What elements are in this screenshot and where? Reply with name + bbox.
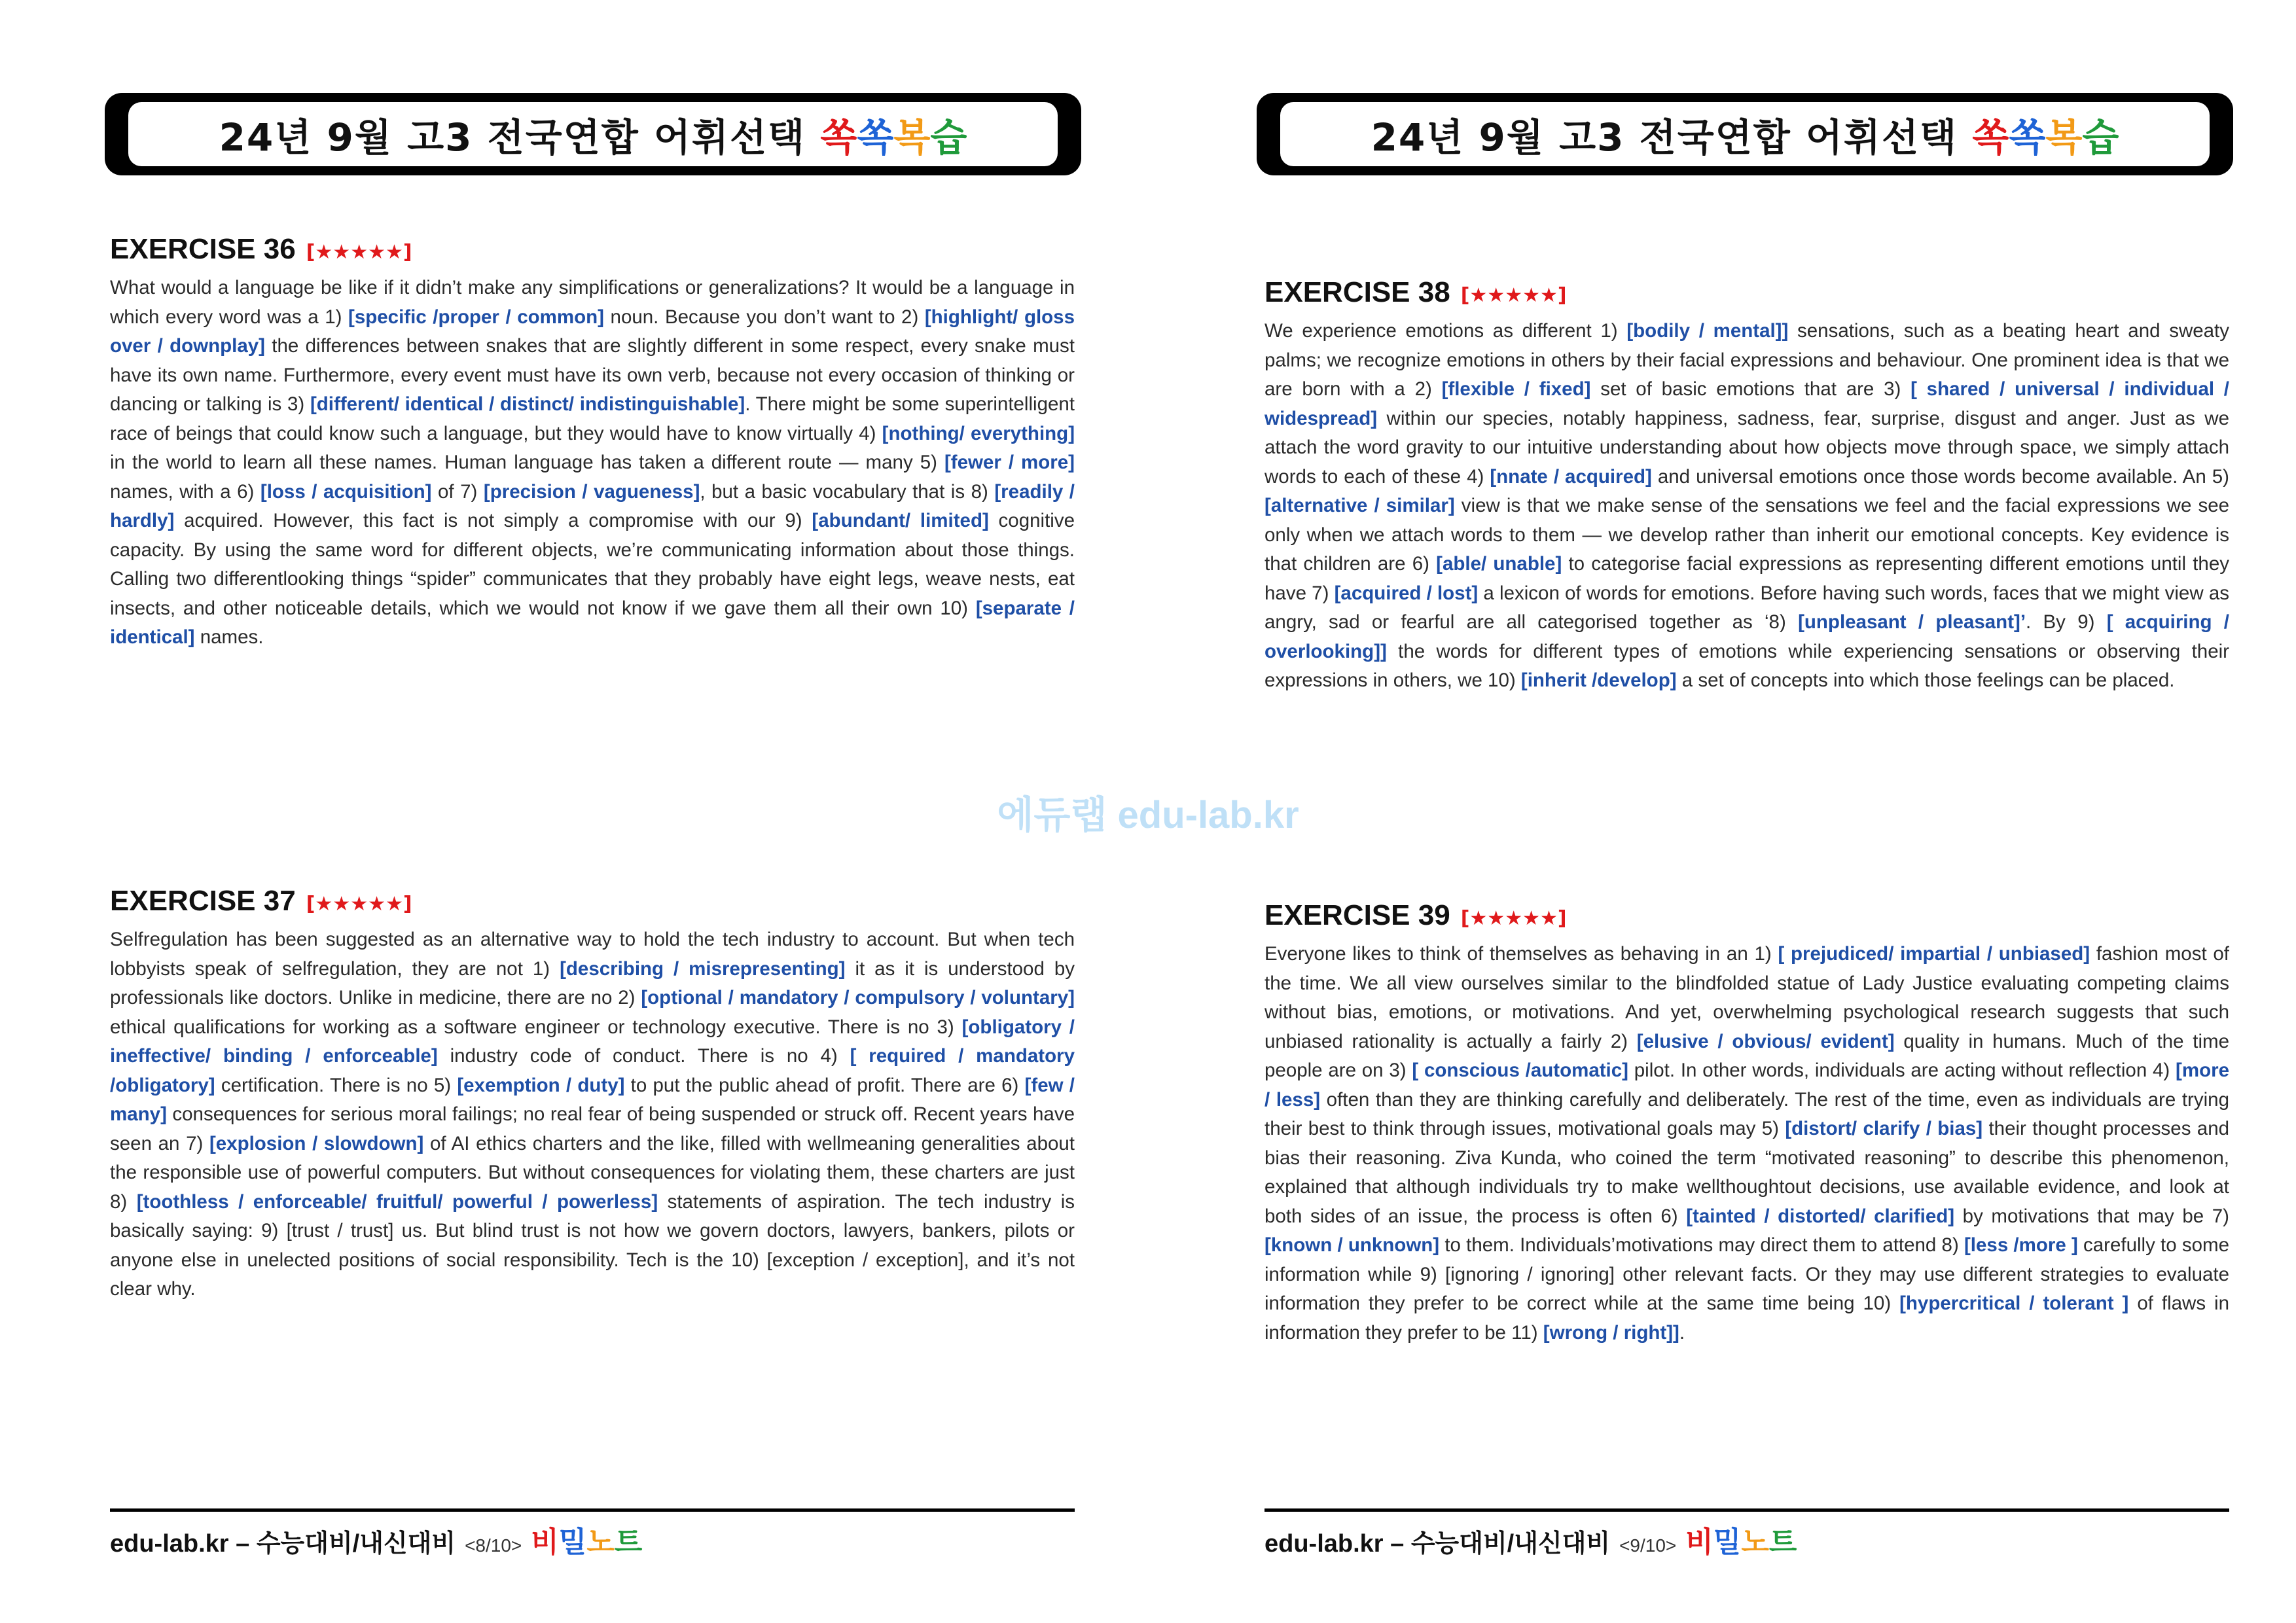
- passage-text: What would a language be like if it didn’t make any simplifications or generalizations? It would be a language in which every word was a 1): [110, 277, 1075, 328]
- choice-bracket: [hypercritical / tolerant ]: [1899, 1293, 2129, 1314]
- passage-text: We experience emotions as different 1): [1265, 320, 1627, 342]
- exercise-title: EXERCISE 39: [1265, 899, 1450, 931]
- passage-text: names.: [194, 626, 264, 648]
- choice-bracket: [describing / misrepresenting]: [560, 957, 846, 980]
- title-banner: [105, 93, 1081, 175]
- footer-divider: [110, 1508, 1075, 1512]
- accent-letter: 쏙: [857, 115, 894, 160]
- choice-bracket: [less /more ]: [1964, 1234, 2078, 1256]
- passage-text: , but a basic vocabulary that is 8): [700, 480, 995, 503]
- choice-bracket: [specific /proper / common]: [348, 306, 604, 328]
- passage-text: to put the public ahead of profit. There are 6): [624, 1074, 1025, 1096]
- passage-text: a lexicon of words for emotions. Before having such words, faces that we might view as angry, sad or fearful are all categorised together as ‘8): [1265, 582, 2229, 633]
- choice-bracket: [ acquiring / overlooking]]: [1265, 611, 2229, 662]
- passage-text: . By 9): [2026, 611, 2107, 633]
- passage-text: quality in humans. Much of the time people are on 3): [1265, 1030, 2229, 1081]
- footer-divider: [1265, 1508, 2229, 1512]
- choice-bracket: [toothless / enforceable/ fruitful/ powerful / powerless]: [136, 1190, 658, 1213]
- choice-bracket: [separate / identical]: [110, 597, 1075, 648]
- passage-text: by motivations that may be 7): [1954, 1205, 2230, 1227]
- choice-bracket: [unpleasant / pleasant]’: [1798, 611, 2026, 633]
- star-rating: [★★★★★]: [306, 893, 412, 916]
- passage-text: and universal emotions once those words become available. An 5): [1651, 465, 2230, 488]
- passage-text: . There might be some superintelligent race of beings that could know such a language, but they would have to know virtually 4): [110, 393, 1075, 444]
- choice-bracket: [tainted / distorted/ clarified]: [1686, 1205, 1955, 1227]
- passage-text: set of basic emotions that are 3): [1590, 378, 1911, 400]
- passage-text: sensations, such as a beating heart and sweaty palms; we recognize emotions in others by their facial expressions and behaviour. One prominent idea is that we are born with a 2): [1265, 320, 2230, 400]
- choice-bracket: [wrong / right]]: [1543, 1321, 1679, 1344]
- star-rating: [★★★★★]: [1460, 284, 1567, 307]
- choice-bracket: [nnate / acquired]: [1490, 465, 1652, 488]
- footer: [1265, 1518, 2229, 1560]
- passage-text: Everyone likes to think of themselves as behaving in an 1): [1265, 943, 1778, 965]
- choice-bracket: [flexible / fixed]: [1441, 378, 1591, 400]
- choice-bracket: [distort/ clarify / bias]: [1785, 1118, 1983, 1139]
- exercise-title: EXERCISE 36: [110, 233, 296, 265]
- footer-site: edu-lab.kr – 수능대비/내신대비: [1265, 1530, 1611, 1558]
- passage-text: often than they are thinking carefully and deliberately. The rest of the time, even as individuals are trying their best to think through issues, motivational goals may 5): [1265, 1088, 2229, 1139]
- accent-letter: 밀: [1713, 1526, 1742, 1558]
- page-number: <9/10>: [1619, 1535, 1677, 1556]
- choice-bracket: [ conscious /automatic]: [1412, 1060, 1628, 1081]
- passage-text: industry code of conduct. There is no 4): [437, 1045, 850, 1067]
- passage-text: within our species, notably happiness, sadness, fear, surprise, disgust and anger. Just as we attach the word gravity to our intuitive understanding about how objects move through space, we simply attach words to each of these 4): [1265, 407, 2229, 488]
- passage-text: view is that we make sense of the sensations we feel and the facial expressions we see only when we attach words to them — we develop rather than inherit our emotional concepts. Key evidence is that children are 6): [1265, 495, 2230, 575]
- passage-text: of flaws in information they prefer to be 11): [1265, 1293, 2229, 1344]
- choice-bracket: [abundant/ limited]: [812, 510, 989, 531]
- choice-bracket: [acquired / lost]: [1334, 582, 1479, 604]
- choice-bracket: [optional / mandatory / compulsory / voluntary]: [641, 987, 1075, 1008]
- choice-bracket: [obligatory / ineffective/ binding / enforceable]: [110, 1016, 1075, 1067]
- accent-letter: 노: [1741, 1526, 1769, 1558]
- choice-bracket: [known / unknown]: [1265, 1234, 1440, 1256]
- title-banner-inner: [1280, 102, 2210, 166]
- accent-letter: 쏙: [2009, 115, 2046, 160]
- passage-text: statements of aspiration. The tech industry is basically saying: 9) [trust / trust] us. But blind trust is not how we govern doctors, lawyers, bankers, pilots or anyone else in unelected positions of social responsibility. Tech is the 10) [exception / exception], and it’s not clear why.: [110, 1190, 1075, 1300]
- choice-bracket: [exemption / duty]: [457, 1074, 625, 1096]
- exercise-39: [1265, 899, 2229, 1347]
- footer-site: edu-lab.kr – 수능대비/내신대비: [110, 1530, 456, 1558]
- choice-bracket: [elusive / obvious/ evident]: [1636, 1030, 1895, 1052]
- passage-text: in the world to learn all these names. Human language has taken a different route — many 5): [110, 452, 944, 473]
- passage-text: Selfregulation has been suggested as an alternative way to hold the tech industry to account. But when tech lobbyists speak of selfregulation, they are not 1): [110, 929, 1075, 980]
- choice-bracket: [bodily / mental]]: [1626, 320, 1789, 342]
- choice-bracket: [fewer / more]: [944, 452, 1075, 473]
- passage-text: .: [1679, 1321, 1685, 1344]
- accent-letter: 복: [893, 115, 931, 160]
- passage-text: acquired. However, this fact is not simply a compromise with our 9): [174, 510, 812, 531]
- passage-text: ethical qualifications for working as a software engineer or technology executive. There is no 3): [110, 1016, 962, 1038]
- accent-letter: 쏙: [820, 115, 857, 160]
- accent-letter: 트: [614, 1526, 643, 1558]
- accent-letter: 쏙: [1972, 115, 2009, 160]
- accent-letter: 비: [531, 1526, 559, 1558]
- choice-bracket: [highlight/ gloss over / downplay]: [110, 306, 1075, 357]
- choice-bracket: [ shared / universal / individual / widespread]: [1265, 378, 2229, 429]
- choice-bracket: [able/ unable]: [1436, 553, 1562, 575]
- accent-letter: 비: [1685, 1526, 1713, 1558]
- choice-bracket: [loss / acquisition]: [260, 480, 432, 503]
- passage-text: consequences for serious moral failings; no real fear of being suspended or struck off. Recent years have seen an 7): [110, 1103, 1075, 1154]
- choice-bracket: [precision / vagueness]: [483, 480, 700, 503]
- choice-bracket: [ prejudiced/ impartial / unbiased]: [1778, 943, 2090, 965]
- exercise-37: [110, 885, 1075, 1304]
- passage-text: their thought processes and bias their reasoning. Ziva Kunda, who coined the term “motivated reasoning” to describe this phenomenon, explained that although individuals try to make wellthoughtout decisions, use available evidence, and look at both sides of an issue, the process is often 6): [1265, 1118, 2230, 1227]
- exercise-38: [1265, 276, 2229, 696]
- accent-letter: 습: [930, 115, 967, 160]
- accent-letter: 습: [2082, 115, 2119, 160]
- exercise-passage: [1265, 317, 2229, 696]
- accent-letter: 밀: [558, 1526, 587, 1558]
- banner-accent: [1972, 107, 2119, 162]
- passage-text: the words for different types of emotions while experiencing sensations or observing their expressions in others, we 10): [1265, 640, 2229, 691]
- exercise-title: EXERCISE 37: [110, 885, 296, 917]
- choice-bracket: [few / many]: [110, 1074, 1075, 1125]
- passage-text: it as it is understood by professionals like doctors. Unlike in medicine, there are no 2): [110, 957, 1075, 1008]
- footer: [110, 1518, 1075, 1560]
- choice-bracket: [inherit /develop]: [1520, 669, 1677, 691]
- choice-bracket: [readily / hardly]: [110, 480, 1075, 531]
- exercise-36: [110, 233, 1075, 652]
- passage-text: certification. There is no 5): [215, 1074, 457, 1096]
- title-banner-inner: [128, 102, 1058, 166]
- exercise-passage: [110, 274, 1075, 652]
- passage-text: names, with a 6): [110, 480, 260, 503]
- footer-note: [531, 1518, 642, 1560]
- exercise-title: EXERCISE 38: [1265, 276, 1450, 308]
- passage-text: to them. Individuals’motivations may direct them to attend 8): [1439, 1234, 1964, 1256]
- passage-text: of 7): [431, 480, 484, 503]
- title-banner: [1257, 93, 2233, 175]
- choice-bracket: [explosion / slowdown]: [209, 1132, 424, 1154]
- passage-text: the differences between snakes that are slightly different in some respect, every snake must have its own name. Furthermore, every event must have its own verb, because not every occasion of thinking or dancing or talking is 3): [110, 335, 1075, 415]
- accent-letter: 트: [1768, 1526, 1797, 1558]
- choice-bracket: [ required / mandatory /obligatory]: [110, 1045, 1075, 1096]
- passage-text: carefully to some information while 9) [ignoring / ignoring] other relevant facts. Or they may use different strategies to evaluate information they prefer to be correct while at the same time being 10): [1265, 1234, 2229, 1314]
- choice-bracket: [alternative / similar]: [1265, 495, 1455, 516]
- passage-text: pilot. In other words, individuals are acting without reflection 4): [1628, 1060, 2176, 1081]
- choice-bracket: [nothing/ everything]: [882, 422, 1075, 444]
- choice-bracket: [more / less]: [1265, 1060, 2229, 1111]
- passage-text: a set of concepts into which those feelings can be placed.: [1676, 669, 2175, 691]
- banner-title: 24년 9월 고3 전국연합 어휘선택: [219, 115, 821, 160]
- accent-letter: 복: [2045, 115, 2083, 160]
- passage-text: noun. Because you don’t want to 2): [603, 306, 925, 328]
- star-rating: [★★★★★]: [306, 241, 412, 264]
- passage-text: to categorise facial expressions as representing different emotions until they have 7): [1265, 553, 2229, 604]
- passage-text: cognitive capacity. By using the same word for different objects, we’re communicating information about those things. Calling two differentlooking things “spider” communicates that they probably have eight legs, weave nests, eat insects, and other noticeable details, which we would not know if we gave them all their own 10): [110, 510, 1075, 619]
- footer-note: [1685, 1518, 1797, 1560]
- passage-text: fashion most of the time. We all view ourselves similar to the blindfolded statue of Lady Justice evaluating competing claims without bias, emotions, or motivations. And yet, overwhelming psychological research suggests that such unbiased rationality is actually a fairly 2): [1265, 943, 2229, 1052]
- star-rating: [★★★★★]: [1460, 907, 1567, 930]
- page-number: <8/10>: [465, 1535, 522, 1556]
- choice-bracket: [different/ identical / distinct/ indistinguishable]: [310, 393, 745, 415]
- exercise-passage: [1265, 940, 2229, 1347]
- banner-title: 24년 9월 고3 전국연합 어휘선택: [1371, 115, 1973, 160]
- passage-text: of AI ethics charters and the like, filled with wellmeaning generalities about the responsible use of powerful computers. But without consequences for violating them, these charters are just 8): [110, 1132, 1075, 1213]
- watermark: 에듀랩 edu-lab.kr: [997, 794, 1299, 836]
- accent-letter: 노: [586, 1526, 615, 1558]
- exercise-passage: [110, 925, 1075, 1304]
- banner-accent: [820, 107, 967, 162]
